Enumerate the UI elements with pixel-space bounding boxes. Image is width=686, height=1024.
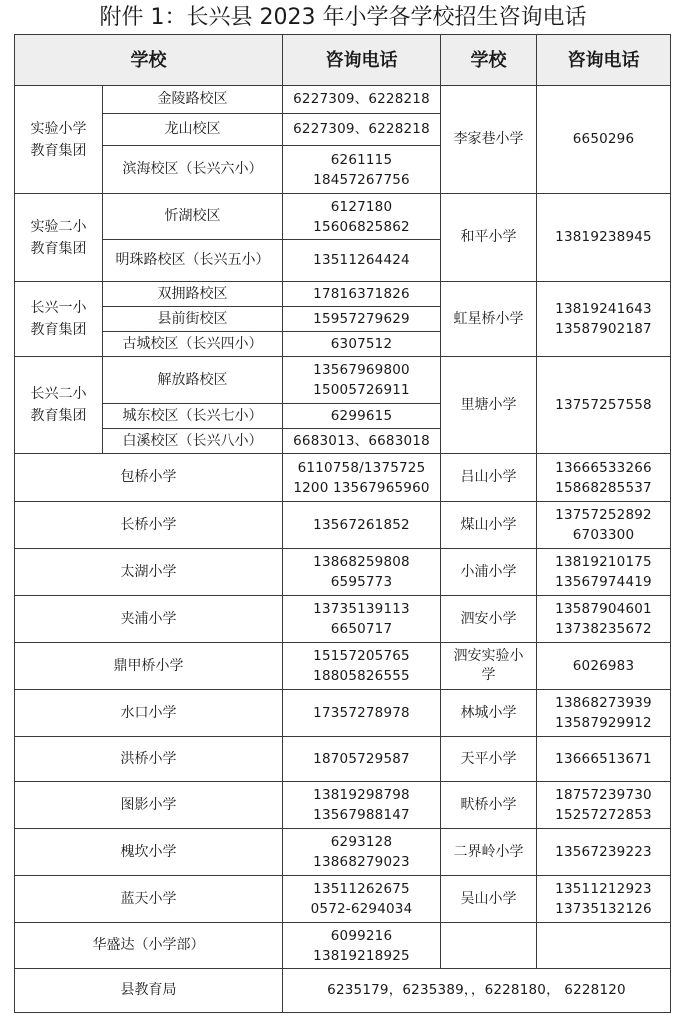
left-school-name: 水口小学: [15, 690, 283, 737]
campus-phone: 6683013、6683018: [283, 429, 441, 454]
left-school-name: 包桥小学: [15, 454, 283, 502]
left-school-name: 华盛达（小学部）: [15, 923, 283, 969]
right-school-name: 林城小学: [441, 690, 537, 737]
left-school-phone: 13819298798 13567988147: [283, 782, 441, 829]
right-school-name: 二界岭小学: [441, 829, 537, 876]
campus-phone: 17816371826: [283, 282, 441, 307]
right-school-name: 畎桥小学: [441, 782, 537, 829]
right-school-phone: 13666513671: [537, 737, 671, 782]
right-school-phone: 13819210175 13567974419: [537, 549, 671, 596]
right-school-phone: 18757239730 15257272853: [537, 782, 671, 829]
campus-phone: 6261115 18457267756: [283, 146, 441, 194]
right-school-name: 天平小学: [441, 737, 537, 782]
left-school-name: 洪桥小学: [15, 737, 283, 782]
group-name: 实验二小 教育集团: [15, 194, 103, 282]
right-school-phone: 13757252892 6703300: [537, 502, 671, 549]
right-school-name: 李家巷小学: [441, 86, 537, 194]
group-name: 长兴一小 教育集团: [15, 282, 103, 357]
right-school-name: 虹星桥小学: [441, 282, 537, 357]
campus-phone: 6127180 15606825862: [283, 194, 441, 240]
school-phone-table: [14, 34, 671, 1013]
campus-phone: 6299615: [283, 404, 441, 429]
left-school-phone: 13868259808 6595773: [283, 549, 441, 596]
footer-label: 县教育局: [15, 969, 283, 1013]
table-row: [15, 357, 671, 404]
campus-phone: 13567969800 15005726911: [283, 357, 441, 404]
table-row: [15, 194, 671, 240]
left-school-name: 鼎甲桥小学: [15, 643, 283, 690]
table-footer-row: [15, 969, 671, 1013]
campus-phone: 6227309、6228218: [283, 86, 441, 114]
footer-phone: 6235179，6235389，，6228180， 6228120: [283, 969, 671, 1013]
right-school-name: 和平小学: [441, 194, 537, 282]
right-school-phone: 13819238945: [537, 194, 671, 282]
left-school-phone: 17357278978: [283, 690, 441, 737]
campus-phone: 6227309、6228218: [283, 114, 441, 146]
right-school-phone: 13868273939 13587929912: [537, 690, 671, 737]
campus-name: 忻湖校区: [103, 194, 283, 240]
left-school-phone: 6293128 13868279023: [283, 829, 441, 876]
page-title: 附件 1：长兴县 2023 年小学各学校招生咨询电话: [99, 5, 587, 30]
right-school-phone: 13666533266 15868285537: [537, 454, 671, 502]
header-phone-left: 咨询电话: [283, 35, 441, 86]
table-row: [15, 923, 671, 969]
left-school-phone: 13511262675 0572-6294034: [283, 876, 441, 923]
campus-name: 县前街校区: [103, 307, 283, 332]
left-school-phone: 13735139113 6650717: [283, 596, 441, 643]
table-row: [15, 829, 671, 876]
campus-name: 古城校区（长兴四小）: [103, 332, 283, 357]
right-school-phone: 13819241643 13587902187: [537, 282, 671, 357]
right-school-phone: [537, 923, 671, 969]
table-row: [15, 454, 671, 502]
right-school-name: 泗安小学: [441, 596, 537, 643]
group-name: 长兴二小 教育集团: [15, 357, 103, 454]
right-school-phone: 13567239223: [537, 829, 671, 876]
table-row: [15, 737, 671, 782]
campus-name: 解放路校区: [103, 357, 283, 404]
right-school-phone: 13587904601 13738235672: [537, 596, 671, 643]
table-header-row: [15, 35, 671, 86]
table-row: [15, 596, 671, 643]
table-row: [15, 690, 671, 737]
right-school-name: 泗安实验小 学: [441, 643, 537, 690]
campus-name: 金陵路校区: [103, 86, 283, 114]
header-school-left: 学校: [15, 35, 283, 86]
right-school-phone: 6650296: [537, 86, 671, 194]
right-school-name: 吴山小学: [441, 876, 537, 923]
right-school-name: [441, 923, 537, 969]
right-school-name: 小浦小学: [441, 549, 537, 596]
campus-name: 双拥路校区: [103, 282, 283, 307]
right-school-name: 吕山小学: [441, 454, 537, 502]
header-school-right: 学校: [441, 35, 537, 86]
left-school-phone: 13567261852: [283, 502, 441, 549]
table-row: [15, 282, 671, 307]
campus-phone: 15957279629: [283, 307, 441, 332]
campus-phone: 6307512: [283, 332, 441, 357]
left-school-name: 夹浦小学: [15, 596, 283, 643]
table-row: [15, 86, 671, 114]
left-school-name: 太湖小学: [15, 549, 283, 596]
header-phone-right: 咨询电话: [537, 35, 671, 86]
table-row: [15, 643, 671, 690]
campus-name: 滨海校区（长兴六小）: [103, 146, 283, 194]
left-school-name: 槐坎小学: [15, 829, 283, 876]
table-row: [15, 782, 671, 829]
right-school-phone: 13511212923 13735132126: [537, 876, 671, 923]
campus-name: 龙山校区: [103, 114, 283, 146]
campus-name: 明珠路校区（长兴五小）: [103, 240, 283, 282]
left-school-name: 蓝天小学: [15, 876, 283, 923]
left-school-name: 长桥小学: [15, 502, 283, 549]
table-row: [15, 549, 671, 596]
group-name: 实验小学 教育集团: [15, 86, 103, 194]
campus-name: 白溪校区（长兴八小）: [103, 429, 283, 454]
right-school-name: 里塘小学: [441, 357, 537, 454]
right-school-name: 煤山小学: [441, 502, 537, 549]
campus-name: 城东校区（长兴七小）: [103, 404, 283, 429]
left-school-phone: 15157205765 18805826555: [283, 643, 441, 690]
table-row: [15, 876, 671, 923]
left-school-phone: 18705729587: [283, 737, 441, 782]
campus-phone: 13511264424: [283, 240, 441, 282]
right-school-phone: 13757257558: [537, 357, 671, 454]
left-school-phone: 6099216 13819218925: [283, 923, 441, 969]
left-school-phone: 6110758/1375725 1200 13567965960: [283, 454, 441, 502]
left-school-name: 图影小学: [15, 782, 283, 829]
table-row: [15, 502, 671, 549]
right-school-phone: 6026983: [537, 643, 671, 690]
